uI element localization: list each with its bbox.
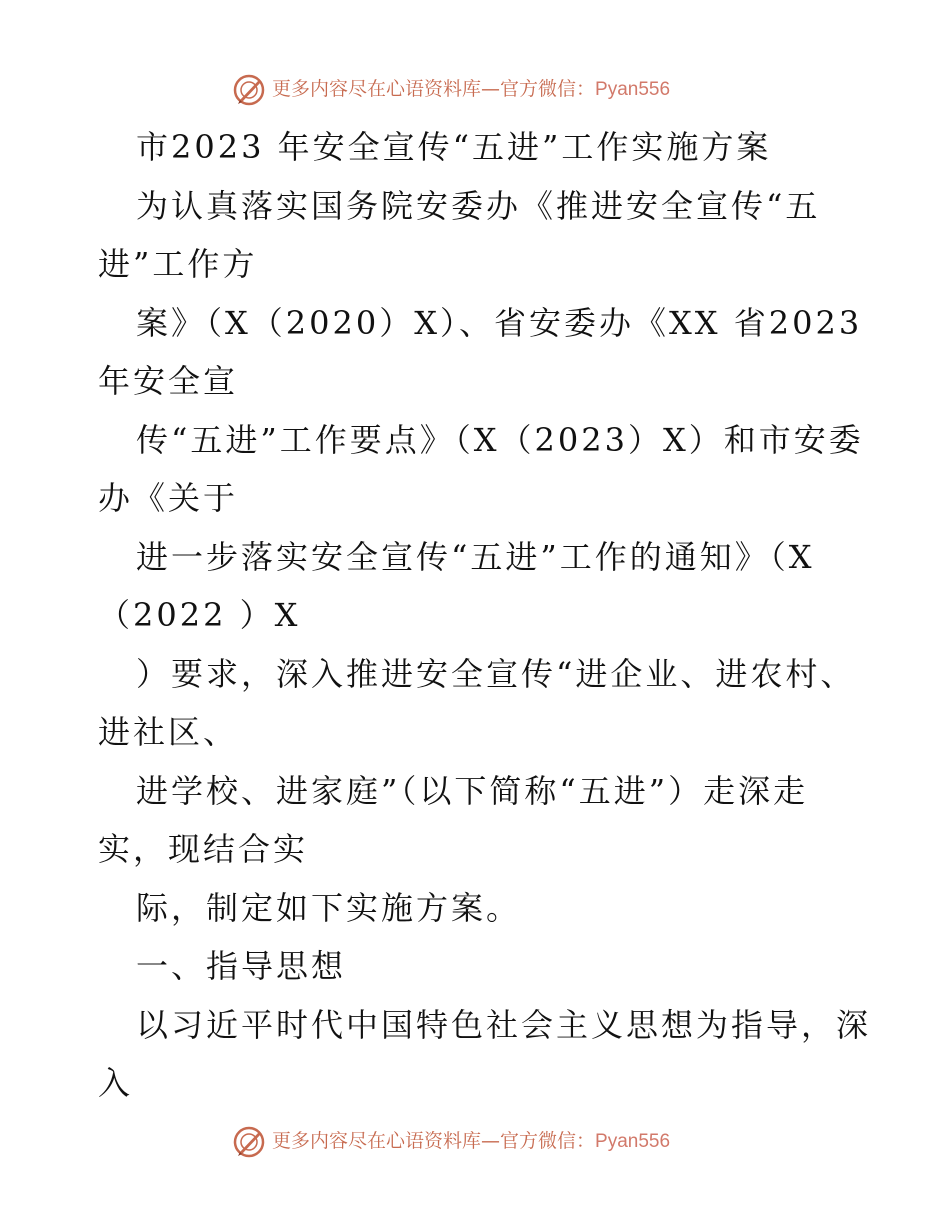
paragraph-line: 际，制定如下实施方案。 (136, 888, 522, 927)
pen-logo-icon (232, 1125, 266, 1159)
paragraph-line: （2022 ）X (98, 596, 301, 634)
paragraph-line: 为认真落实国务院安委办《推进安全宣传“五 (136, 186, 821, 225)
paragraph-line: 入 (98, 1064, 134, 1102)
watermark-wechat-label: 官方微信： (500, 1130, 596, 1152)
watermark-separator: — (481, 1130, 501, 1152)
paragraph-line: 传“五进”工作要点》（X（2023）X）和市安委 (136, 420, 864, 459)
watermark-separator: — (481, 78, 501, 100)
paragraph-line: 进社区、 (98, 713, 239, 751)
paragraph-line: 实，现结合实 (98, 830, 309, 868)
watermark-wechat-id: Pyan556 (595, 79, 671, 100)
paragraph-line: ）要求，深入推进安全宣传“进企业、进农村、 (136, 654, 856, 693)
watermark-header (232, 72, 670, 107)
paragraph-line: 以习近平时代中国特色社会主义思想为指导，深 (136, 1005, 872, 1044)
paragraph-line: 进学校、进家庭”（以下简称“五进”）走深走 (136, 771, 809, 810)
watermark-main: 更多内容尽在心语资料库 (272, 1130, 482, 1152)
watermark-text (272, 72, 670, 107)
paragraph-line: 办《关于 (98, 479, 239, 517)
document-body (98, 118, 872, 1113)
watermark-text (272, 1124, 670, 1159)
paragraph-line: 进一步落实安全宣传“五进”工作的通知》（X (136, 537, 815, 576)
watermark-main: 更多内容尽在心语资料库 (272, 78, 482, 100)
paragraph-line: 年安全宣 (98, 362, 239, 400)
paragraph-line: 案》（X（2020）X）、省安委办《XX 省2023 (136, 303, 863, 342)
section-heading: 一、指导思想 (136, 947, 347, 985)
document-title: 市2023 年安全宣传“五进”工作实施方案 (136, 128, 772, 166)
watermark-footer (232, 1124, 670, 1159)
paragraph-line: 进”工作方 (98, 245, 258, 283)
watermark-wechat-id: Pyan556 (595, 1131, 671, 1152)
pen-logo-icon (232, 73, 266, 107)
watermark-wechat-label: 官方微信： (500, 78, 596, 100)
